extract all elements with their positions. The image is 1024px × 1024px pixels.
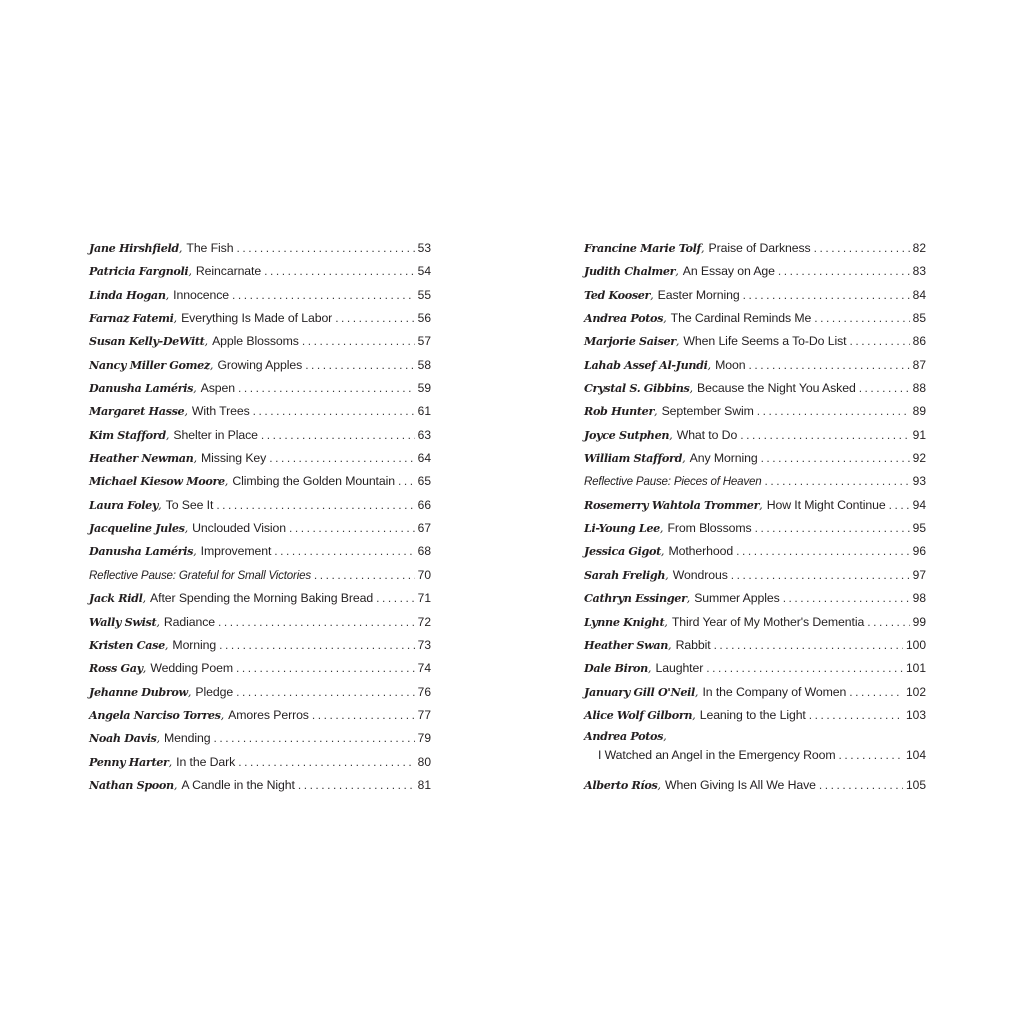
- page-number: 55: [417, 287, 431, 302]
- toc-entry[interactable]: [89, 612, 431, 635]
- dot-leader: [214, 728, 415, 748]
- page-number: 86: [912, 334, 926, 349]
- comma-separator: ,: [204, 335, 209, 349]
- comma-separator: ,: [209, 358, 214, 372]
- poem-title: The Fish: [186, 241, 234, 255]
- poem-title: A Candle in the Night: [181, 777, 295, 792]
- page-number: 63: [417, 427, 431, 442]
- poet-name: Crystal S. Gibbins: [584, 381, 690, 396]
- poem-title: Reincarnate: [195, 264, 262, 279]
- poem-title: Because the Night You Asked: [697, 381, 856, 396]
- toc-entry[interactable]: [89, 285, 431, 308]
- dot-leader: [238, 752, 414, 772]
- poet-name: Wally Swist: [89, 614, 157, 629]
- toc-entry[interactable]: [89, 238, 431, 261]
- page-number: 95: [912, 521, 926, 536]
- dot-leader: [376, 588, 415, 608]
- page-number: 61: [417, 404, 431, 419]
- poem-title: How It Might Continue: [766, 497, 886, 512]
- toc-entry[interactable]: [89, 775, 431, 798]
- comma-separator: ,: [188, 265, 192, 279]
- poet-name: Danusha Laméris: [89, 544, 194, 559]
- page-number: 104: [905, 748, 926, 763]
- page-number: 76: [417, 684, 431, 699]
- toc-entry[interactable]: [584, 425, 926, 448]
- toc-entry[interactable]: [584, 682, 926, 705]
- comma-separator: ,: [689, 382, 694, 396]
- comma-separator: ,: [692, 708, 696, 722]
- comma-separator: ,: [165, 428, 170, 442]
- poem-title: In the Dark: [176, 754, 236, 769]
- comma-separator: ,: [193, 382, 197, 396]
- page-number: 70: [417, 567, 431, 582]
- dot-leader: [819, 775, 903, 795]
- toc-entry[interactable]: [584, 775, 926, 798]
- page-number: 88: [912, 381, 926, 396]
- dot-leader: [761, 448, 910, 468]
- poet-name: Nancy Miller Gomez: [89, 357, 210, 372]
- poem-title: Summer Apples: [694, 591, 780, 606]
- dot-leader: [218, 612, 415, 632]
- dot-leader: [839, 744, 903, 766]
- toc-entry[interactable]: [89, 588, 431, 611]
- comma-separator: ,: [650, 288, 654, 302]
- dot-leader: [312, 705, 415, 725]
- toc-entry[interactable]: [89, 261, 431, 284]
- poem-title: When Giving Is All We Have: [664, 777, 816, 792]
- poet-name: Margaret Hasse: [89, 404, 185, 419]
- dot-leader: [714, 635, 903, 655]
- toc-entry[interactable]: [89, 448, 431, 471]
- page-number: 82: [912, 241, 926, 255]
- dot-leader: [859, 378, 910, 398]
- poem-title: To See It: [165, 497, 214, 512]
- poet-name: Jessica Gigot: [584, 544, 661, 559]
- comma-separator: ,: [657, 778, 661, 792]
- toc-right-column: [584, 238, 926, 798]
- poem-title: Leaning to the Light: [699, 707, 806, 722]
- poem-title: Third Year of My Mother's Dementia: [671, 614, 865, 629]
- poet-name: Susan Kelly-DeWitt: [89, 334, 205, 349]
- page-number: 68: [417, 544, 431, 559]
- poet-name: Penny Harter: [89, 754, 169, 769]
- page-number: 93: [912, 474, 926, 489]
- comma-separator: ,: [647, 662, 652, 676]
- poet-name: Andrea Potos: [584, 311, 664, 326]
- reflective-pause-title: Reflective Pause: Pieces of Heaven: [584, 475, 762, 489]
- poem-title: Everything Is Made of Labor: [181, 311, 333, 326]
- dot-leader: [814, 238, 910, 258]
- poet-name: Ted Kooser: [584, 287, 651, 302]
- poem-title: Missing Key: [201, 451, 267, 466]
- poem-title: Wondrous: [672, 567, 728, 582]
- poem-title: Radiance: [163, 614, 216, 629]
- toc-entry[interactable]: [584, 728, 926, 775]
- dot-leader: [748, 355, 909, 375]
- poet-name: Heather Swan: [584, 637, 669, 652]
- poem-title: Laughter: [655, 661, 704, 676]
- dot-leader: [232, 285, 415, 305]
- poem-title: Motherhood: [668, 544, 734, 559]
- entry-line-author: [584, 728, 926, 744]
- dot-leader: [236, 682, 415, 702]
- comma-separator: ,: [193, 452, 198, 466]
- poem-title: From Blossoms: [667, 521, 752, 536]
- comma-separator: ,: [668, 638, 672, 652]
- comma-separator: ,: [187, 685, 192, 699]
- page-number: 72: [417, 614, 431, 629]
- page-number: 94: [912, 497, 926, 512]
- toc-entry[interactable]: [89, 752, 431, 775]
- toc-entry[interactable]: [584, 588, 926, 611]
- dot-leader: [298, 775, 415, 795]
- poem-title: After Spending the Morning Baking Bread: [150, 591, 374, 606]
- comma-separator: ,: [654, 405, 658, 419]
- toc-entry[interactable]: [89, 541, 431, 564]
- toc-entry[interactable]: [89, 728, 431, 751]
- reflective-pause-title: Reflective Pause: Grateful for Small Victories: [89, 568, 311, 582]
- toc-entry[interactable]: [89, 401, 431, 424]
- dot-leader: [335, 308, 414, 328]
- toc-entry[interactable]: [584, 261, 926, 284]
- comma-separator: ,: [663, 730, 667, 744]
- page-number: 64: [417, 451, 431, 466]
- comma-separator: ,: [669, 428, 673, 442]
- comma-separator: ,: [675, 335, 680, 349]
- dot-leader: [236, 238, 414, 258]
- page-number: 65: [417, 474, 431, 489]
- page-number: 66: [417, 497, 431, 512]
- poem-title: September Swim: [661, 404, 754, 419]
- page-number: 98: [912, 591, 926, 606]
- comma-separator: ,: [168, 755, 173, 769]
- page-number: 53: [417, 241, 431, 255]
- dot-leader: [219, 635, 414, 655]
- poem-title: Improvement: [200, 544, 272, 559]
- dot-leader: [706, 658, 903, 678]
- poet-name: Kristen Case: [89, 637, 165, 652]
- poet-name: Cathryn Essinger: [584, 591, 687, 606]
- comma-separator: ,: [700, 242, 705, 255]
- page-number: 57: [417, 334, 431, 349]
- dot-leader: [261, 425, 415, 445]
- comma-separator: ,: [682, 452, 686, 466]
- comma-separator: ,: [664, 615, 668, 629]
- page-number: 105: [905, 777, 926, 792]
- poet-name: Jack Ridl: [89, 591, 143, 606]
- comma-separator: ,: [675, 265, 679, 279]
- poet-name: Heather Newman: [89, 451, 194, 466]
- dot-leader: [849, 331, 909, 351]
- toc-entry[interactable]: [89, 378, 431, 401]
- comma-separator: ,: [686, 592, 691, 606]
- dot-leader: [809, 705, 903, 725]
- poem-title: Apple Blossoms: [212, 334, 299, 349]
- comma-separator: ,: [193, 545, 197, 559]
- poem-title: With Trees: [191, 404, 250, 419]
- poem-title: Any Morning: [689, 451, 758, 466]
- toc-entry[interactable]: [584, 238, 926, 261]
- comma-separator: ,: [224, 475, 229, 489]
- dot-leader: [253, 401, 415, 421]
- dot-leader: [783, 588, 910, 608]
- toc-entry[interactable]: [89, 518, 431, 541]
- toc-entry[interactable]: [89, 471, 431, 494]
- toc-entry[interactable]: [584, 355, 926, 378]
- toc-entry[interactable]: [584, 448, 926, 471]
- poet-name: Linda Hogan: [89, 287, 166, 302]
- dot-leader: [216, 495, 414, 515]
- dot-leader: [778, 261, 910, 281]
- comma-separator: ,: [184, 522, 189, 536]
- dot-leader: [236, 658, 415, 678]
- toc-entry[interactable]: [584, 612, 926, 635]
- page-number: 79: [417, 731, 431, 746]
- toc-entry[interactable]: [584, 401, 926, 424]
- poet-name: Marjorie Saiser: [584, 334, 676, 349]
- toc-entry[interactable]: [584, 471, 926, 494]
- poet-name: Angela Narciso Torres: [89, 707, 221, 722]
- poet-name: Judith Chalmer: [584, 264, 676, 279]
- poem-title: Morning: [172, 637, 217, 652]
- comma-separator: ,: [707, 358, 712, 372]
- poet-name: Andrea Potos: [584, 729, 664, 744]
- dot-leader: [743, 285, 910, 305]
- page-number: 102: [905, 684, 926, 699]
- poet-name: Jehanne Dubrow: [89, 684, 188, 699]
- page-number: 100: [905, 637, 926, 652]
- toc-entry[interactable]: [584, 658, 926, 681]
- dot-leader: [269, 448, 414, 468]
- page-number: 96: [912, 544, 926, 559]
- comma-separator: ,: [184, 405, 188, 419]
- page-number: 84: [912, 287, 926, 302]
- toc-left-column: [89, 238, 431, 798]
- entry-line-title: [584, 744, 926, 766]
- page-number: 77: [417, 707, 431, 722]
- dot-leader: [867, 612, 909, 632]
- poet-name: January Gill O'Neil: [584, 684, 695, 699]
- poem-title: Climbing the Golden Mountain: [232, 474, 395, 489]
- poet-name: Laura Foley: [89, 497, 159, 512]
- toc-entry[interactable]: [89, 682, 431, 705]
- poet-name: Noah Davis: [89, 731, 157, 746]
- comma-separator: ,: [164, 638, 169, 652]
- toc-entry[interactable]: [584, 495, 926, 518]
- poet-name: Lahab Assef Al-Jundi: [584, 357, 708, 372]
- dot-leader: [302, 331, 415, 351]
- page-number: 99: [912, 614, 926, 629]
- poet-name: Nathan Spoon: [89, 777, 174, 792]
- page-number: 74: [417, 661, 431, 676]
- toc-entry[interactable]: [89, 705, 431, 728]
- page-number: 85: [912, 311, 926, 326]
- poem-title: Shelter in Place: [173, 427, 258, 442]
- page-number: 87: [912, 357, 926, 372]
- comma-separator: ,: [156, 732, 161, 746]
- comma-separator: ,: [178, 242, 183, 255]
- toc-entry[interactable]: [89, 635, 431, 658]
- dot-leader: [264, 261, 415, 281]
- toc-entry[interactable]: [584, 541, 926, 564]
- page-number: 83: [912, 264, 926, 279]
- poet-name: Jacqueline Jules: [89, 521, 185, 536]
- poet-name: Kim Stafford: [89, 427, 166, 442]
- page-number: 81: [417, 777, 431, 792]
- comma-separator: ,: [142, 592, 147, 606]
- poet-name: Dale Biron: [584, 661, 648, 676]
- poet-name: Sarah Freligh: [584, 567, 666, 582]
- poem-title: Easter Morning: [657, 287, 740, 302]
- toc-entry[interactable]: [89, 425, 431, 448]
- toc-entry[interactable]: [89, 565, 431, 588]
- poem-title: Growing Apples: [217, 357, 303, 372]
- comma-separator: ,: [660, 545, 665, 559]
- page-number: 101: [905, 661, 926, 676]
- page-number: 58: [417, 357, 431, 372]
- page-number: 71: [417, 591, 431, 606]
- toc-entry[interactable]: [89, 658, 431, 681]
- poem-title: Innocence: [173, 287, 230, 302]
- page-number: 59: [417, 381, 431, 396]
- dot-leader: [849, 682, 903, 702]
- poet-name: Francine Marie Tolf: [584, 241, 701, 255]
- toc-entry[interactable]: [584, 565, 926, 588]
- poem-title: An Essay on Age: [682, 264, 775, 279]
- toc-entry[interactable]: [89, 495, 431, 518]
- dot-leader: [398, 471, 415, 491]
- toc-entry[interactable]: [584, 518, 926, 541]
- toc-entry[interactable]: [584, 635, 926, 658]
- poet-name: Ross Gay: [89, 661, 143, 676]
- toc-entry[interactable]: [584, 285, 926, 308]
- toc-entry[interactable]: [584, 378, 926, 401]
- dot-leader: [757, 401, 910, 421]
- comma-separator: ,: [158, 498, 162, 512]
- poet-name: Li-Young Lee: [584, 521, 660, 536]
- poem-title: Mending: [164, 731, 211, 746]
- dot-leader: [238, 378, 415, 398]
- toc-entry[interactable]: [89, 331, 431, 354]
- page-number: 92: [912, 451, 926, 466]
- comma-separator: ,: [165, 288, 170, 302]
- toc-entry[interactable]: [584, 331, 926, 354]
- page-number: 67: [417, 521, 431, 536]
- comma-separator: ,: [142, 662, 147, 676]
- poem-title: Unclouded Vision: [192, 521, 287, 536]
- dot-leader: [289, 518, 415, 538]
- dot-leader: [889, 495, 910, 515]
- toc-entry[interactable]: [89, 355, 431, 378]
- toc-entry[interactable]: [584, 308, 926, 331]
- poet-name: Jane Hirshfield: [89, 241, 179, 255]
- page-number: 54: [417, 264, 431, 279]
- comma-separator: ,: [156, 615, 160, 629]
- page-number: 91: [912, 427, 926, 442]
- page-number: 80: [417, 754, 431, 769]
- poet-name: Danusha Laméris: [89, 381, 194, 396]
- comma-separator: ,: [173, 778, 178, 792]
- poet-name: Rosemerry Wahtola Trommer: [584, 497, 760, 512]
- poem-title: I Watched an Angel in the Emergency Room: [598, 748, 836, 763]
- poem-title: In the Company of Women: [702, 684, 847, 699]
- comma-separator: ,: [665, 568, 669, 582]
- poet-name: Farnaz Fatemi: [89, 311, 174, 326]
- comma-separator: ,: [220, 708, 225, 722]
- poem-title: Rabbit: [675, 637, 711, 652]
- dot-leader: [731, 565, 910, 585]
- dot-leader: [765, 471, 910, 491]
- dot-leader: [755, 518, 910, 538]
- poem-title: Amores Perros: [228, 707, 309, 722]
- page-number: 103: [905, 707, 926, 722]
- comma-separator: ,: [759, 498, 763, 512]
- poem-title: The Cardinal Reminds Me: [670, 311, 812, 326]
- poem-title: Praise of Darkness: [708, 241, 811, 255]
- poet-name: Alberto Ríos: [584, 777, 658, 792]
- poem-title: Wedding Poem: [150, 661, 233, 676]
- poem-title: What to Do: [676, 427, 738, 442]
- poem-title: Pledge: [195, 684, 234, 699]
- page-number: 73: [417, 637, 431, 652]
- dot-leader: [305, 355, 414, 375]
- dot-leader: [314, 565, 415, 585]
- poet-name: William Stafford: [584, 451, 683, 466]
- poet-name: Rob Hunter: [584, 404, 654, 419]
- poet-name: Alice Wolf Gilborn: [584, 707, 693, 722]
- toc-entry[interactable]: [89, 308, 431, 331]
- poem-title: Moon: [715, 357, 746, 372]
- poet-name: Joyce Sutphen: [584, 427, 670, 442]
- dot-leader: [814, 308, 909, 328]
- poem-title: Aspen: [200, 381, 235, 396]
- comma-separator: ,: [694, 685, 699, 699]
- dot-leader: [736, 541, 910, 561]
- poet-name: Michael Kiesow Moore: [89, 474, 225, 489]
- dot-leader: [740, 425, 909, 445]
- poem-title: When Life Seems a To-Do List: [683, 334, 847, 349]
- poet-name: Patricia Fargnoli: [89, 264, 189, 279]
- page-number: 97: [912, 567, 926, 582]
- page-number: 89: [912, 404, 926, 419]
- poet-name: Lynne Knight: [584, 614, 665, 629]
- comma-separator: ,: [663, 312, 667, 326]
- dot-leader: [274, 541, 414, 561]
- toc-entry[interactable]: [584, 705, 926, 728]
- page-number: 56: [417, 311, 431, 326]
- comma-separator: ,: [173, 312, 178, 326]
- comma-separator: ,: [659, 522, 664, 536]
